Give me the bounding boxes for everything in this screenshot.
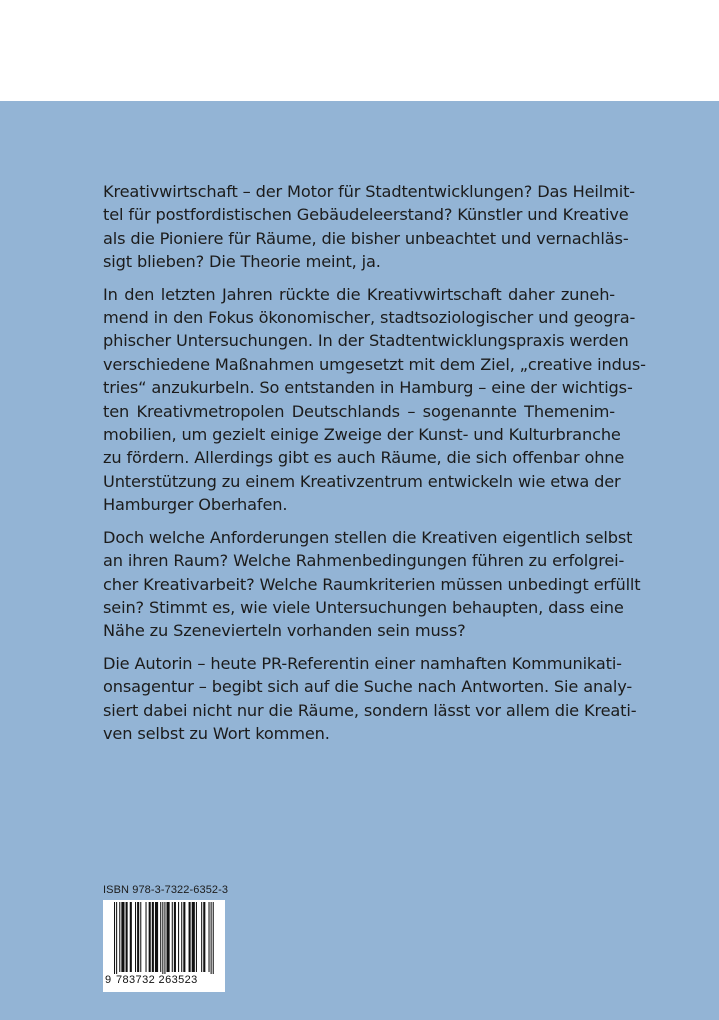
blurb-line: Doch welche Anforderungen stellen die Kreativen eigentlich selbst: [103, 527, 633, 547]
blurb-line: sein? Stimmt es, wie viele Untersuchungen behaupten, dass eine: [103, 597, 624, 617]
blurb-line: cher Kreativarbeit? Welche Raumkriterien müssen unbedingt erfüllt: [103, 574, 641, 594]
blurb-line: phischer Untersuchungen. In der Stadtentwicklungspraxis werden: [103, 331, 629, 351]
blurb-line: Hamburger Oberhafen.: [103, 495, 288, 515]
barcode-bar: [146, 902, 147, 972]
barcode-bars: [103, 900, 225, 974]
blurb-text: [103, 180, 646, 754]
blurb-line: mobilien, um gezielt einige Zweige der Kunst- und Kulturbranche: [103, 425, 621, 445]
barcode-bar: [203, 902, 205, 972]
barcode-bar: [164, 902, 165, 974]
blurb-paragraph: [103, 526, 641, 643]
barcode-digits: 783732 263523: [116, 974, 198, 986]
blurb-line: Die Autorin – heute PR-Referentin einer namhaften Kommunikati-: [103, 653, 622, 673]
barcode-bar: [126, 902, 128, 972]
barcode-bar: [174, 902, 176, 972]
blurb-line: Nähe zu Szenevierteln vorhanden sein muss?: [103, 621, 466, 641]
barcode-bar: [140, 902, 141, 972]
barcode-bar: [172, 902, 173, 972]
barcode-bar: [196, 902, 197, 972]
blurb-line: Kreativwirtschaft – der Motor für Stadtentwicklungen? Das Heilmit-: [103, 182, 635, 201]
barcode-bar: [130, 902, 132, 972]
barcode-bar: [121, 902, 124, 972]
barcode-first-digit: 9: [105, 974, 112, 986]
barcode-bar: [152, 902, 154, 972]
blurb-line: ten Kreativmetropolen Deutschlands – sogenannte Themenim-: [103, 401, 615, 421]
blurb-line: an ihren Raum? Welche Rahmenbedingungen führen zu erfolgrei-: [103, 551, 625, 571]
barcode-bar: [137, 902, 139, 972]
barcode-bar: [178, 902, 179, 972]
barcode-bar: [162, 902, 163, 974]
blurb-line: tries“ anzukurbeln. So entstanden in Hamburg – eine der wichtigs-: [103, 378, 633, 398]
barcode-bar: [211, 902, 212, 974]
barcode-bar: [119, 902, 120, 972]
barcode-bar: [181, 902, 182, 972]
barcode-bar: [189, 902, 191, 972]
blurb-line: tel für postfordistischen Gebäudeleerstand? Künstler und Kreative: [103, 205, 629, 225]
barcode-bar: [192, 902, 195, 972]
barcode-bar: [201, 902, 202, 972]
blurb-line: sigt blieben? Die Theorie meint, ja.: [103, 252, 381, 272]
blurb-paragraph: [103, 180, 635, 274]
barcode-bar: [149, 902, 151, 972]
isbn-label: ISBN 978-3-7322-6352-3: [103, 884, 229, 896]
barcode-bar: [213, 902, 214, 974]
blurb-line: zu fördern. Allerdings gibt es auch Räume, die sich offenbar ohne: [103, 448, 625, 468]
barcode-bar: [155, 902, 158, 972]
blurb-line: siert dabei nicht nur die Räume, sondern lässt vor allem die Kreati-: [103, 700, 637, 720]
barcode-bar: [209, 902, 210, 972]
blurb-line: verschiedene Maßnahmen umgesetzt mit dem Ziel, „creative indus-: [103, 354, 646, 374]
barcode: [103, 900, 225, 992]
blurb-line: ven selbst zu Wort kommen.: [103, 723, 330, 743]
barcode-bar: [167, 902, 170, 972]
blurb-line: als die Pioniere für Räume, die bisher unbeachtet und vernachläs-: [103, 228, 629, 248]
barcode-bar: [116, 902, 117, 974]
barcode-bar: [135, 902, 136, 972]
blurb-paragraph: [103, 652, 637, 746]
blurb-line: onsagentur – begibt sich auf die Suche nach Antworten. Sie analy-: [103, 677, 633, 697]
barcode-bar: [160, 902, 161, 972]
blurb-line: Unterstützung zu einem Kreativzentrum entwickeln wie etwa der: [103, 471, 621, 491]
barcode-bar: [114, 902, 115, 974]
blurb-line: mend in den Fokus ökonomischer, stadtsoziologischer und geogra-: [103, 308, 636, 328]
blurb-line: In den letzten Jahren rückte die Kreativwirtschaft daher zuneh-: [103, 284, 615, 304]
blurb-paragraph: [103, 283, 646, 517]
barcode-bar: [183, 902, 185, 972]
